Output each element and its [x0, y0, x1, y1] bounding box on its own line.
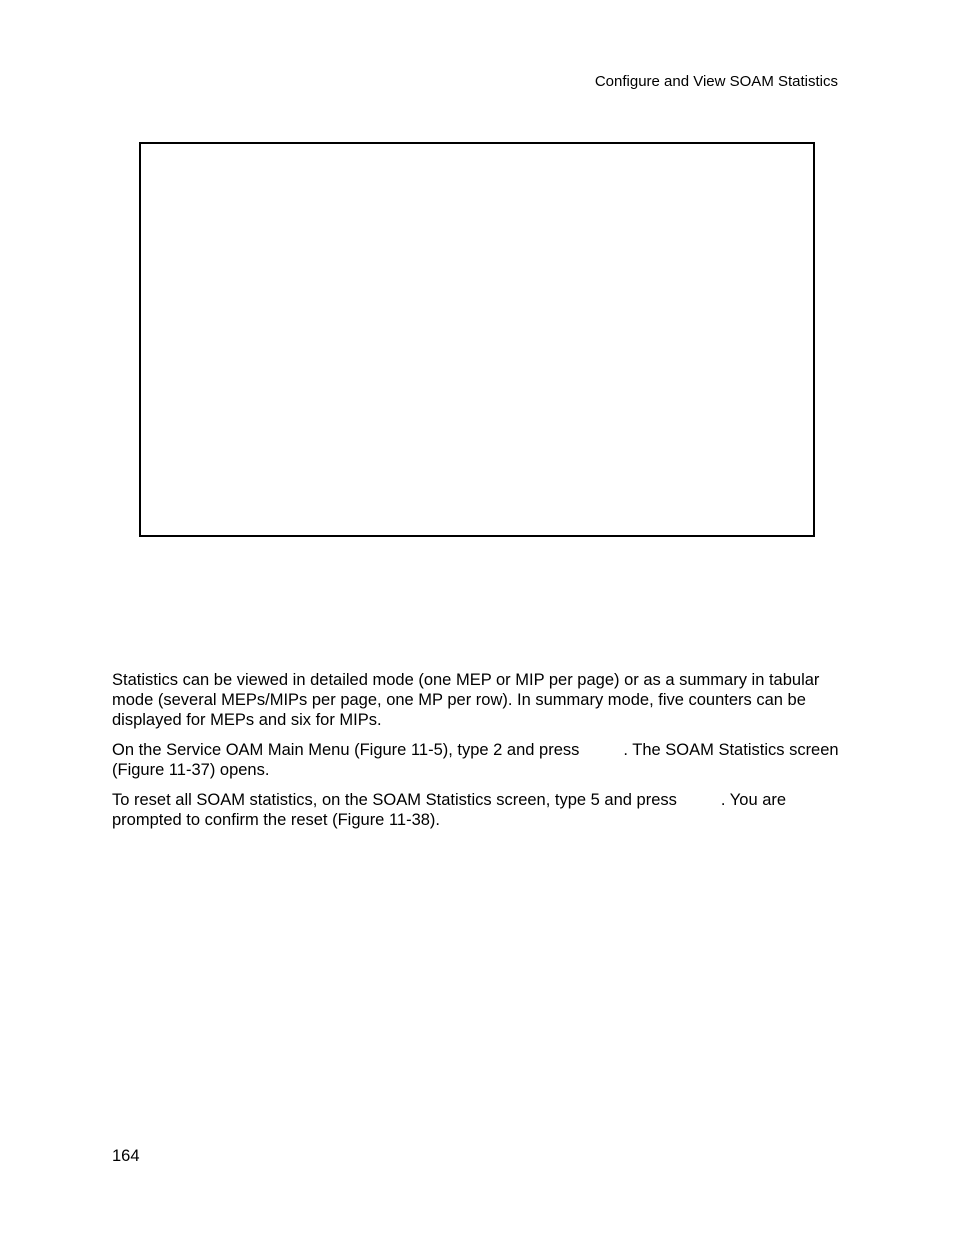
- paragraph-open-statistics: [112, 740, 842, 780]
- figure-frame: [139, 142, 815, 537]
- page-number: 164: [112, 1147, 140, 1165]
- running-header: Configure and View SOAM Statistics: [594, 73, 838, 90]
- paragraph-open-statistics-end: . The SOAM Statistics screen (Figure 11-37) opens.: [112, 741, 839, 779]
- paragraph-open-statistics-start: On the Service OAM Main Menu (Figure 11-5), type 2 and press: [112, 741, 580, 759]
- paragraph-reset-statistics: [112, 790, 842, 830]
- paragraph-reset-statistics-start: To reset all SOAM statistics, on the SOAM Statistics screen, type 5 and press: [112, 791, 677, 809]
- paragraph-summary-modes: Statistics can be viewed in detailed mode (one MEP or MIP per page) or as a summary in tabular mode (several MEPs/MIPs per page, one MP per row). In summary mode, five counters can be displayed for MEPs and six for MIPs.: [112, 671, 820, 729]
- paragraph-reset-statistics-end: . You are prompted to confirm the reset (Figure 11-38).: [112, 791, 787, 829]
